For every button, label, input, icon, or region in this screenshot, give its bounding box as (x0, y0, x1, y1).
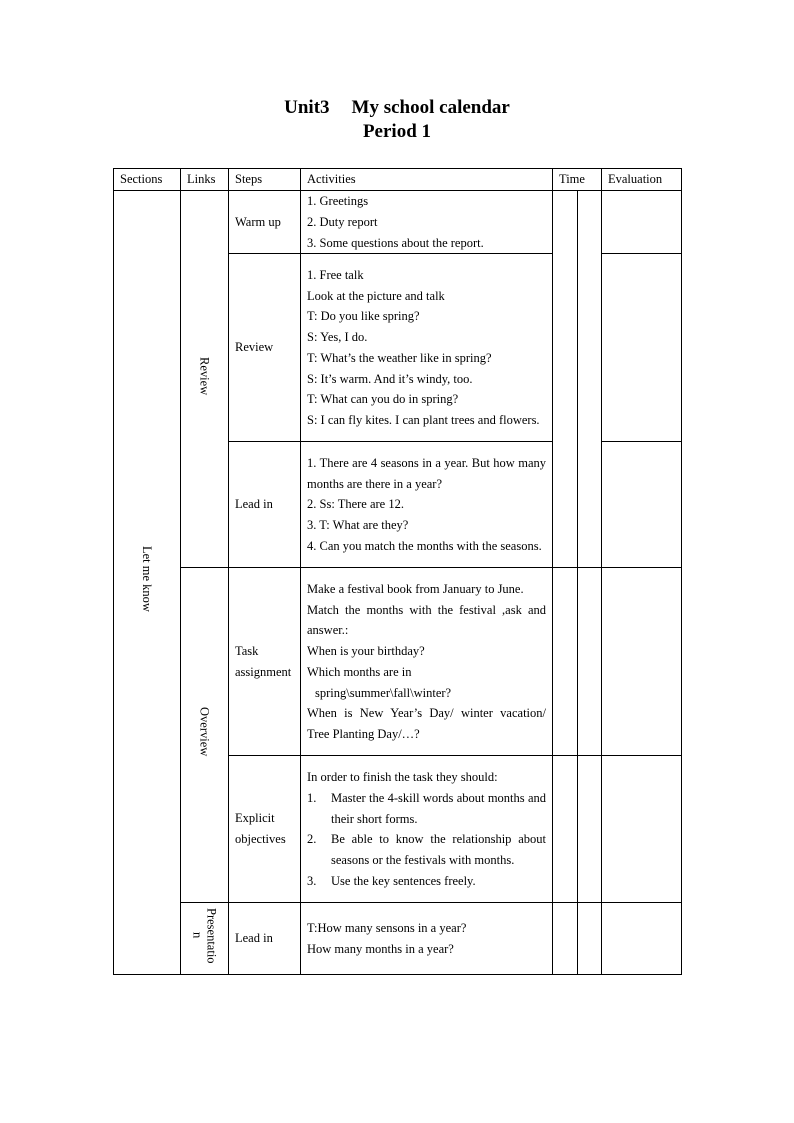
list-item: 1. Master the 4-skill words about months and their short forms. (307, 790, 546, 826)
list-item: When is your birthday? (307, 644, 425, 659)
header-time: Time (553, 169, 602, 191)
activity-explicit (301, 756, 553, 903)
link-overview: Overview (197, 707, 212, 757)
list-item: T: Do you like spring? (307, 309, 420, 324)
unit-label: Unit3 (284, 97, 330, 118)
evaluation-cell (602, 254, 682, 442)
list-item: S: Yes, I do. (307, 330, 368, 345)
list-item: When is New Year’s Day/ winter vacation/ Tree Planting Day/…? (307, 706, 546, 742)
list-item: 3. T: What are they? (307, 518, 409, 533)
activity-warm-up (301, 191, 553, 254)
list-item: 1. There are 4 seasons in a year. But how many months are there in a year? (307, 455, 546, 491)
activity-review (301, 254, 553, 442)
header-steps: Steps (229, 169, 301, 191)
link-cell-presentation (181, 903, 229, 975)
list-item: Which months are in (307, 664, 412, 679)
list-item: T:How many sensons in a year? (307, 921, 467, 936)
link-review: Review (197, 356, 212, 395)
list-item: S: I can fly kites. I can plant trees and flowers. (307, 413, 540, 428)
activity-lead-in (301, 442, 553, 568)
list-item: T: What’s the weather like in spring? (307, 350, 492, 365)
link-presentation: Presentation (190, 907, 219, 964)
list-item: 3. Use the key sentences freely. (307, 873, 476, 888)
step-warm-up: Warm up (229, 191, 301, 254)
evaluation-cell (602, 191, 682, 254)
evaluation-cell (602, 442, 682, 568)
header-evaluation: Evaluation (602, 169, 682, 191)
list-item: In order to finish the task they should: (307, 770, 498, 784)
header-links: Links (181, 169, 229, 191)
list-item: 2. Duty report (307, 214, 378, 229)
list-item: Make a festival book from January to June. (307, 581, 524, 596)
list-item: 2. Be able to know the relationship about seasons or the festivals with months. (307, 832, 546, 868)
table-row (114, 191, 682, 254)
time-cell (553, 903, 602, 975)
list-item: S: It’s warm. And it’s windy, too. (307, 371, 473, 386)
step-lead-in: Lead in (229, 442, 301, 568)
list-item: 2. Ss: There are 12. (307, 497, 404, 512)
header-row (114, 169, 682, 191)
step-task-assignment: Task assignment (229, 568, 301, 756)
step-lead-in-2: Lead in (229, 903, 301, 975)
table-row (114, 903, 682, 975)
unit-name: My school calendar (351, 97, 510, 118)
header-sections: Sections (114, 169, 181, 191)
link-cell-review (181, 191, 229, 568)
period-title: Period 1 (362, 121, 432, 142)
list-item: 4. Can you match the months with the seasons. (307, 539, 542, 554)
list-item: 1. Free talk (307, 267, 364, 282)
step-explicit-objectives: Explicit objectives (229, 756, 301, 903)
list-item: Look at the picture and talk (307, 288, 445, 303)
time-cell (553, 568, 602, 756)
step-review: Review (229, 254, 301, 442)
evaluation-cell (602, 903, 682, 975)
link-cell-overview (181, 568, 229, 903)
section-cell (114, 191, 181, 975)
page-title (0, 97, 794, 119)
section-let-me-know: Let me know (140, 546, 154, 613)
activity-task (301, 568, 553, 756)
list-item: How many months in a year? (307, 941, 454, 956)
header-activities: Activities (301, 169, 553, 191)
list-item: 1. Greetings (307, 194, 369, 208)
time-cell (553, 191, 602, 568)
table-row (114, 568, 682, 756)
list-item: T: What can you do in spring? (307, 392, 459, 407)
list-item: spring\summer\fall\winter? (315, 685, 452, 700)
activity-lead-in-2 (301, 903, 553, 975)
list-item: 3. Some questions about the report. (307, 235, 484, 250)
evaluation-cell (602, 568, 682, 756)
list-item: Match the months with the festival ,ask and answer.: (307, 602, 546, 638)
evaluation-cell (602, 756, 682, 903)
time-cell (553, 756, 602, 903)
lesson-plan-table (113, 168, 682, 975)
